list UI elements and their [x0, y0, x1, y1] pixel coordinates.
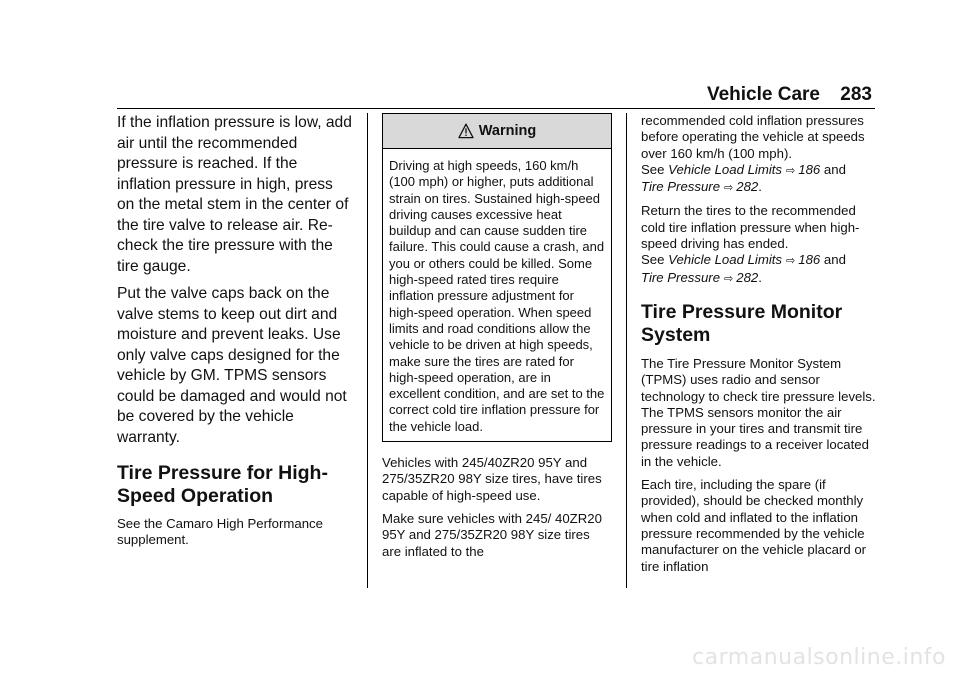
see-label: See: [641, 161, 665, 177]
xref-tire-pressure[interactable]: Tire Pressure: [641, 179, 721, 195]
cold-inflation-text: recommended cold inflation pressures before operating the vehicle at speeds over 160 km/h (100 mph).: [641, 113, 865, 161]
xref-page-186[interactable]: 186: [798, 252, 821, 268]
heading-high-speed: Tire Pressure for High-Speed Operation: [117, 462, 328, 507]
and-label: and: [823, 252, 846, 268]
column-1: [117, 113, 353, 556]
paragraph-return-tires: Return the tires to the recommended cold tire inflation pressure when high-speed driving has ended. See Vehicle Load Limits ⇨ 186 and Tire Pressure ⇨ 282.: [641, 203, 860, 285]
paragraph-tire-sizes: Vehicles with 245/40ZR20 95Y and 275/35ZR20 98Y size tires, have tires capable of high-speed use.: [382, 455, 602, 503]
column-2: [382, 113, 612, 567]
and-label: and: [823, 161, 846, 177]
paragraph-each-tire: Each tire, including the spare (if provided), should be checked monthly when cold and inflated to the inflation pressure recommended by the vehicle manufacturer on the vehicle placard or tire inflation: [641, 477, 867, 574]
xref-page-282[interactable]: 282: [736, 179, 759, 195]
warning-body: Driving at high speeds, 160 km/h (100 mph) or higher, puts additional strain on tires. Sustained high-speed driving causes excessive heat buildup and can cause sudden tire failure. This could cause a crash, and you or others could be killed. Some high-speed rated tires require inflation pressure adjustment for high-speed operation. When speed limits and road conditions allow the vehicle to be driven at high speeds, make sure the tires are rated for high-speed operation, are in excellent condition, and are set to the correct cold tire inflation pressure for the vehicle load.: [389, 158, 605, 434]
xref-page-186[interactable]: 186: [798, 161, 821, 177]
warning-box: [382, 113, 612, 442]
see-label: See: [641, 252, 665, 268]
paragraph-valve-caps: Put the valve caps back on the valve stems to keep out dirt and moisture and prevent leaks. Use only valve caps designed for the vehicle by GM. TPMS sensors could be damaged and would not be covered by the vehicle warranty.: [117, 285, 347, 446]
paragraph-tpms-intro: The Tire Pressure Monitor System (TPMS) uses radio and sensor technology to check tire pressure levels. The TPMS sensors monitor the air pressure in your tires and transmit tire pressure readings to a receiver located in the vehicle.: [641, 355, 876, 469]
page-ref-arrow-icon: ⇨: [786, 255, 796, 268]
xref-tire-pressure[interactable]: Tire Pressure: [641, 269, 721, 285]
page-ref-arrow-icon: ⇨: [724, 182, 734, 195]
warning-icon: [458, 123, 474, 139]
page-ref-arrow-icon: ⇨: [724, 272, 734, 285]
xref-vehicle-load-limits[interactable]: Vehicle Load Limits: [668, 161, 783, 177]
xref-vehicle-load-limits[interactable]: Vehicle Load Limits: [668, 252, 783, 268]
page-header: [0, 84, 960, 108]
column-3: [641, 113, 877, 582]
paragraph-low-pressure: If the inflation pressure is low, add air until the recommended pressure is reached. If the inflation pressure in high, press on the metal stem in the center of the tire valve to release air. Re-check the tire pressure with the tire gauge.: [117, 114, 352, 275]
warning-title: Warning: [478, 123, 537, 139]
column-divider-left: [367, 113, 368, 588]
page-number: 283: [840, 84, 872, 105]
header-rule: [117, 108, 875, 109]
warning-header: [383, 114, 611, 149]
watermark: carmanualsonline.info: [692, 645, 946, 670]
paragraph-make-sure: Make sure vehicles with 245/ 40ZR20 95Y and 275/35ZR20 98Y size tires are inflated to the: [382, 510, 602, 559]
paragraph-supplement: See the Camaro High Performance supplement.: [117, 516, 323, 548]
paragraph-cold-inflation: recommended cold inflation pressures before operating the vehicle at speeds over 160 km/h (100 mph). See Vehicle Load Limits ⇨ 186 and Tire Pressure ⇨ 282.: [641, 113, 865, 195]
heading-tpms: Tire Pressure Monitor System: [641, 300, 843, 346]
xref-page-282[interactable]: 282: [736, 269, 759, 285]
column-divider-right: [626, 113, 627, 588]
page-ref-arrow-icon: ⇨: [786, 164, 796, 177]
section-title: Vehicle Care: [706, 84, 820, 105]
return-tires-text: Return the tires to the recommended cold tire inflation pressure when high-speed driving has ended.: [641, 203, 860, 252]
